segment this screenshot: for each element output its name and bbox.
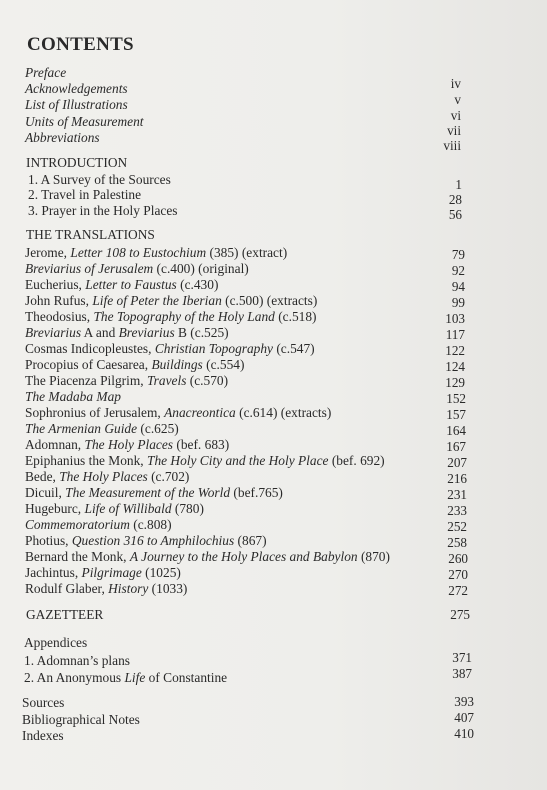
toc-entry: Rodulf Glaber, History (1033): [25, 581, 188, 596]
page-number: 216: [447, 471, 467, 486]
page-number: 164: [446, 423, 466, 438]
page-number: iv: [450, 76, 461, 91]
page-number: 272: [448, 583, 468, 598]
page-number: 252: [447, 519, 467, 534]
toc-entry: Hugeburc, Life of Willibald (780): [25, 501, 204, 516]
page-number: 157: [446, 407, 466, 422]
toc-entry: Breviarius of Jerusalem (c.400) (original): [25, 261, 249, 276]
toc-entry: Epiphanius the Monk, The Holy City and the Holy Place (bef. 692): [25, 453, 385, 468]
toc-entry: 3. Prayer in the Holy Places: [28, 203, 178, 218]
toc-entry: Adomnan, The Holy Places (bef. 683): [25, 437, 230, 452]
section-heading-appendices: Appendices: [24, 635, 88, 650]
page-number: 167: [446, 439, 466, 454]
toc-entry: 2. Travel in Palestine: [28, 187, 142, 202]
toc-entry-preface: Preface: [25, 65, 67, 80]
toc-entry: Cosmas Indicopleustes, Christian Topography (c.547): [25, 341, 315, 356]
page-number: 28: [448, 192, 462, 207]
page-number: 410: [454, 726, 474, 741]
page-number: 270: [448, 567, 468, 582]
toc-entry-indexes: Indexes: [22, 728, 64, 743]
page-number: 231: [447, 487, 467, 502]
page-number: 407: [454, 710, 474, 725]
toc-entry: Procopius of Caesarea, Buildings (c.554): [25, 357, 245, 372]
toc-entry-units-of-measurement: Units of Measurement: [25, 114, 144, 129]
toc-entry: Breviarius A and Breviarius B (c.525): [25, 325, 229, 340]
page-number: 124: [445, 359, 465, 374]
page-number: 129: [445, 375, 465, 390]
toc-entry: Bede, The Holy Places (c.702): [25, 469, 190, 484]
toc-entry-abbreviations: Abbreviations: [25, 130, 100, 145]
toc-entry: Commemoratorium (c.808): [25, 517, 172, 532]
page-number: 260: [448, 551, 468, 566]
toc-entry-bibliographical-notes: Bibliographical Notes: [22, 712, 140, 727]
toc-entry: The Madaba Map: [25, 389, 121, 404]
page-number: 103: [445, 311, 465, 326]
toc-entry-sources: Sources: [22, 695, 65, 710]
page-number: 207: [447, 455, 467, 470]
toc-entry: John Rufus, Life of Peter the Iberian (c.500) (extracts): [25, 293, 318, 308]
toc-entry: Eucherius, Letter to Faustus (c.430): [25, 277, 219, 292]
page-number: 387: [452, 666, 472, 681]
page-number: 79: [451, 247, 465, 262]
toc-entry: Dicuil, The Measurement of the World (bef.765): [25, 485, 283, 500]
page-number: 94: [451, 279, 465, 294]
toc-entry: 1. A Survey of the Sources: [28, 172, 171, 187]
toc-entry: Photius, Question 316 to Amphilochius (867): [25, 533, 267, 548]
page-number: 117: [445, 327, 465, 342]
section-heading-translations: THE TRANSLATIONS: [26, 227, 155, 242]
page-number: 371: [452, 650, 472, 665]
page-number: 152: [446, 391, 466, 406]
page-number: 393: [454, 694, 474, 709]
page-title: CONTENTS: [27, 34, 134, 55]
toc-entry: Jachintus, Pilgrimage (1025): [25, 565, 181, 580]
page-number: 99: [451, 295, 465, 310]
toc-entry: Theodosius, The Topography of the Holy Land (c.518): [25, 309, 317, 324]
page-number: 233: [447, 503, 467, 518]
page-number: 56: [448, 207, 462, 222]
page-number: 122: [445, 343, 465, 358]
page-number: 1: [455, 177, 462, 192]
toc-entry: Sophronius of Jerusalem, Anacreontica (c.614) (extracts): [25, 405, 332, 420]
toc-entry: 1. Adomnan’s plans: [24, 653, 131, 668]
page-number: viii: [443, 138, 461, 153]
section-heading-introduction: INTRODUCTION: [26, 155, 128, 170]
page-number: 258: [447, 535, 467, 550]
section-heading-gazetteer: GAZETTEER: [26, 607, 104, 622]
toc-entry-acknowledgements: Acknowledgements: [25, 81, 128, 96]
page-number: vi: [450, 108, 461, 123]
toc-entry: 2. An Anonymous Life of Constantine: [24, 670, 228, 685]
toc-entry: Bernard the Monk, A Journey to the Holy Places and Babylon (870): [25, 549, 390, 564]
page-number: vii: [447, 123, 461, 138]
toc-entry: The Armenian Guide (c.625): [25, 421, 179, 436]
toc-entry-list-of-illustrations: List of Illustrations: [25, 97, 128, 112]
page-number: 92: [451, 263, 465, 278]
page-number: v: [454, 92, 461, 107]
page-number: 275: [450, 607, 470, 622]
toc-entry: The Piacenza Pilgrim, Travels (c.570): [25, 373, 229, 388]
toc-entry: Jerome, Letter 108 to Eustochium (385) (extract): [25, 245, 288, 260]
